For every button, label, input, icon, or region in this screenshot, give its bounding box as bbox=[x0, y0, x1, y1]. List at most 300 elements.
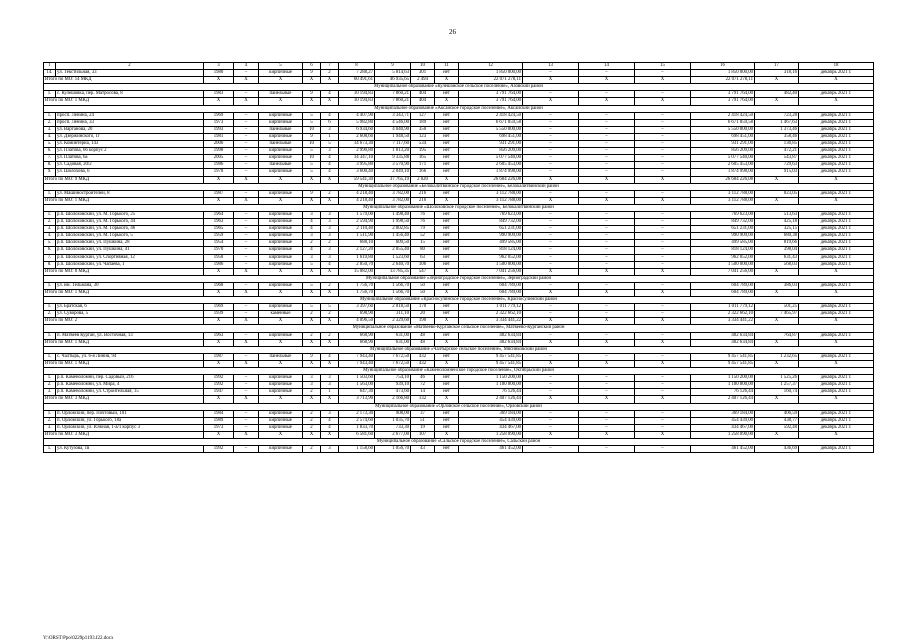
table-cell: 2 bbox=[321, 240, 339, 247]
table-cell: 3 bbox=[321, 233, 339, 240]
table-cell: нет bbox=[435, 211, 459, 218]
subtotal-row bbox=[44, 318, 874, 325]
table-cell: 1 500 000,00 bbox=[459, 261, 523, 268]
table-cell: 3 397,60 bbox=[339, 304, 375, 311]
table-cell: – bbox=[523, 155, 579, 162]
subtotal-cell: 3 713,90 bbox=[339, 396, 375, 403]
subtotal-label: Итого по МО: 1 МКД bbox=[44, 339, 204, 346]
table-cell: 2 594,90 bbox=[339, 219, 375, 226]
table-cell: – bbox=[234, 91, 259, 98]
address-cell: ул. Дзержинского, 1г bbox=[56, 133, 204, 140]
table-cell: 3 bbox=[321, 126, 339, 133]
subtotal-cell: 404 bbox=[411, 98, 435, 105]
table-cell: 4 bbox=[321, 91, 339, 98]
table-cell: 499 585,00 bbox=[691, 240, 755, 247]
table-cell: 818 124,00 bbox=[691, 247, 755, 254]
subtotal-cell: 547 bbox=[411, 268, 435, 275]
table-cell: – bbox=[523, 424, 579, 431]
subtotal-row bbox=[44, 98, 874, 105]
table-cell: 5 bbox=[303, 148, 321, 155]
table-cell: 1965 bbox=[204, 226, 234, 233]
table-cell: 3. bbox=[44, 126, 56, 133]
subtotal-cell: X bbox=[303, 290, 321, 297]
address-cell: р.п. Шолоховский, ул. М. Горького, 25 bbox=[56, 211, 204, 218]
table-cell: кирпичные bbox=[259, 282, 303, 289]
subtotal-cell: X bbox=[204, 98, 234, 105]
table-cell: 10 bbox=[303, 126, 321, 133]
subtotal-cell: X bbox=[435, 98, 459, 105]
table-cell: нет bbox=[435, 190, 459, 197]
table-cell: – bbox=[635, 126, 691, 133]
table-cell: – bbox=[523, 112, 579, 119]
table-row bbox=[44, 133, 874, 140]
subtotal-cell: X bbox=[523, 98, 579, 105]
table-cell: нет bbox=[435, 311, 459, 318]
subtotal-cell: 604 789,00 bbox=[459, 290, 523, 297]
table-cell: нет bbox=[435, 233, 459, 240]
column-number-cell: 15 bbox=[635, 63, 691, 70]
subtotal-cell: X bbox=[259, 176, 303, 183]
subtotal-cell: X bbox=[321, 77, 339, 84]
table-cell: 50 bbox=[411, 282, 435, 289]
table-cell: – bbox=[635, 389, 691, 396]
table-cell: – bbox=[579, 233, 635, 240]
subtotal-cell: 7 672,50 bbox=[375, 360, 411, 367]
table-cell: 2 055,40 bbox=[375, 247, 411, 254]
table-cell: 7. bbox=[44, 155, 56, 162]
table-cell: – bbox=[635, 240, 691, 247]
table-cell: нет bbox=[435, 247, 459, 254]
table-cell: – bbox=[234, 389, 259, 396]
table-cell: панельные bbox=[259, 162, 303, 169]
table-cell: 3 112 788,00 bbox=[691, 190, 755, 197]
table-cell: нет bbox=[435, 389, 459, 396]
address-cell: ул. Кутузова, 1в bbox=[56, 446, 204, 453]
column-number-cell: 1 bbox=[44, 63, 56, 70]
table-cell: 2 990,80 bbox=[339, 148, 375, 155]
municipality-name: Муниципальное образование «Каменоломненское городское поселение», Октябрьский район bbox=[44, 368, 874, 375]
table-cell: 3 112 788,00 bbox=[459, 190, 523, 197]
table-cell: 4 bbox=[321, 112, 339, 119]
table-cell: 9 335,88 bbox=[375, 155, 411, 162]
table-cell: 5 bbox=[303, 169, 321, 176]
table-cell: 2 049,10 bbox=[375, 169, 411, 176]
table-cell: 1 525,26 bbox=[755, 375, 799, 382]
table-cell: 1 011 779,12 bbox=[691, 304, 755, 311]
table-cell: 311,10 bbox=[375, 311, 411, 318]
table-cell: 1992 bbox=[204, 382, 234, 389]
table-cell: 4 bbox=[303, 226, 321, 233]
subtotal-cell: 2 677,00 bbox=[375, 431, 411, 438]
table-cell: 472,21 bbox=[755, 148, 799, 155]
subtotal-cell: X bbox=[303, 431, 321, 438]
table-cell: 1 180 800,00 bbox=[459, 382, 523, 389]
table-cell: 4 546,00 bbox=[375, 119, 411, 126]
address-cell: р.п. Шолоховский, ул. М. Горького, 5 bbox=[56, 233, 204, 240]
table-cell: 2 bbox=[321, 190, 339, 197]
table-cell: декабрь 2021 г. bbox=[799, 70, 874, 77]
table-cell: 856 209,00 bbox=[459, 148, 523, 155]
table-cell: 434 467,00 bbox=[691, 424, 755, 431]
subtotal-cell: 22 071 278,11 bbox=[691, 77, 755, 84]
table-cell: 19 bbox=[411, 424, 435, 431]
subtotal-cell: 1 566,70 bbox=[375, 290, 411, 297]
subtotal-cell: X bbox=[523, 360, 579, 367]
address-cell: п. Матвеев Курган, ул. Восточная, 13 bbox=[56, 332, 204, 339]
table-cell: 513,63 bbox=[755, 211, 799, 218]
table-cell: – bbox=[579, 240, 635, 247]
subtotal-cell: 668,90 bbox=[339, 339, 375, 346]
table-cell: 1 874 998,00 bbox=[691, 169, 755, 176]
subtotal-cell: X bbox=[321, 318, 339, 325]
table-cell: 1 150 200,00 bbox=[691, 375, 755, 382]
table-cell: 1 511,90 bbox=[339, 233, 375, 240]
table-cell: 1 998,50 bbox=[375, 219, 411, 226]
table-cell: 106 bbox=[411, 261, 435, 268]
table-cell: 962 052,00 bbox=[691, 254, 755, 261]
table-cell: 1998 bbox=[204, 148, 234, 155]
address-cell: ул. им. Тельмана, 30 bbox=[56, 282, 204, 289]
table-cell: 9 bbox=[303, 91, 321, 98]
table-cell: – bbox=[234, 332, 259, 339]
subtotal-cell: 3 791 764,00 bbox=[691, 98, 755, 105]
table-cell: – bbox=[234, 410, 259, 417]
column-number-cell: 8 bbox=[339, 63, 375, 70]
column-number-cell: 17 bbox=[755, 63, 799, 70]
table-cell: декабрь 2021 г. bbox=[799, 375, 874, 382]
subtotal-row bbox=[44, 431, 874, 438]
table-cell: 2 322 662,10 bbox=[459, 311, 523, 318]
table-cell: – bbox=[523, 446, 579, 453]
table-cell: декабрь 2021 г. bbox=[799, 126, 874, 133]
table-cell: – bbox=[635, 304, 691, 311]
table-cell: 2 bbox=[303, 424, 321, 431]
table-cell: – bbox=[523, 233, 579, 240]
table-cell: нет bbox=[435, 119, 459, 126]
subtotal-cell: 482 634,84 bbox=[459, 339, 523, 346]
table-cell: 2 bbox=[321, 332, 339, 339]
subtotal-cell: X bbox=[755, 339, 799, 346]
table-cell: – bbox=[579, 162, 635, 169]
subtotal-cell: X bbox=[259, 197, 303, 204]
table-cell: 729,63 bbox=[755, 162, 799, 169]
column-number-cell: 11 bbox=[435, 63, 459, 70]
table-cell: кирпичные bbox=[259, 424, 303, 431]
table-cell: – bbox=[523, 410, 579, 417]
subtotal-cell: 7 860,21 bbox=[375, 98, 411, 105]
table-cell: 14 347,10 bbox=[339, 155, 375, 162]
table-cell: 2 110,40 bbox=[339, 226, 375, 233]
table-cell: 6. bbox=[44, 247, 56, 254]
subtotal-cell: 190 bbox=[411, 318, 435, 325]
page-number: 26 bbox=[449, 28, 456, 36]
subtotal-cell: 1 756,70 bbox=[339, 290, 375, 297]
subtotal-cell: X bbox=[635, 339, 691, 346]
table-cell: – bbox=[234, 240, 259, 247]
subtotal-cell: X bbox=[523, 431, 579, 438]
column-number-cell: 14 bbox=[579, 63, 635, 70]
subtotal-cell: X bbox=[755, 77, 799, 84]
municipality-header-row bbox=[44, 275, 874, 282]
address-cell: ул. Садовая, 20/2 bbox=[56, 162, 204, 169]
table-cell: 3. bbox=[44, 424, 56, 431]
table-cell: 3 bbox=[321, 446, 339, 453]
subtotal-cell: X bbox=[234, 197, 259, 204]
table-cell: 1. bbox=[44, 190, 56, 197]
table-cell: 2 173,30 bbox=[339, 410, 375, 417]
table-cell: 568,03 bbox=[755, 261, 799, 268]
table-cell: 1992 bbox=[204, 375, 234, 382]
subtotal-cell: 4 218,40 bbox=[339, 197, 375, 204]
table-row bbox=[44, 226, 874, 233]
table-cell: кирпичные bbox=[259, 155, 303, 162]
table-cell: декабрь 2021 г. bbox=[799, 282, 874, 289]
subtotal-cell: 107 bbox=[411, 431, 435, 438]
table-cell: – bbox=[635, 91, 691, 98]
table-cell: 5 550 000,00 bbox=[459, 126, 523, 133]
table-cell: нет bbox=[435, 240, 459, 247]
subtotal-cell: X bbox=[755, 290, 799, 297]
subtotal-cell: X bbox=[635, 360, 691, 367]
table-cell: 80 bbox=[411, 247, 435, 254]
table-cell: – bbox=[579, 211, 635, 218]
subtotal-cell: X bbox=[259, 431, 303, 438]
subtotal-cell: X bbox=[234, 290, 259, 297]
subtotal-cell: X bbox=[799, 396, 874, 403]
table-cell: нет bbox=[435, 353, 459, 360]
table-cell: 769 623,00 bbox=[691, 211, 755, 218]
table-cell: 1 035,70 bbox=[375, 417, 411, 424]
table-cell: кирпичные bbox=[259, 219, 303, 226]
subtotal-cell: X bbox=[435, 290, 459, 297]
table-cell: – bbox=[523, 261, 579, 268]
table-cell: декабрь 2021 г. bbox=[799, 148, 874, 155]
subtotal-row bbox=[44, 339, 874, 346]
subtotal-cell: X bbox=[204, 431, 234, 438]
table-cell: – bbox=[523, 190, 579, 197]
table-row bbox=[44, 141, 874, 148]
table-cell: 165 bbox=[411, 155, 435, 162]
table-cell: 461 452,00 bbox=[459, 446, 523, 453]
table-cell: нет bbox=[435, 226, 459, 233]
subtotal-cell: X bbox=[259, 360, 303, 367]
column-number-cell: 4 bbox=[234, 63, 259, 70]
table-row bbox=[44, 233, 874, 240]
subtotal-cell: X bbox=[234, 339, 259, 346]
table-cell: – bbox=[523, 247, 579, 254]
municipality-name: Муниципальное образование «Аксайское городское поселение», Аксайский район bbox=[44, 105, 874, 112]
subtotal-cell: X bbox=[635, 77, 691, 84]
subtotal-row bbox=[44, 176, 874, 183]
table-cell: – bbox=[635, 119, 691, 126]
table-row bbox=[44, 219, 874, 226]
subtotal-cell: X bbox=[799, 339, 874, 346]
subtotal-cell: 7 943,40 bbox=[339, 360, 375, 367]
subtotal-cell: X bbox=[234, 431, 259, 438]
table-cell: 1970 bbox=[204, 247, 234, 254]
table-cell: 76 126,44 bbox=[459, 389, 523, 396]
table-cell: 501,25 bbox=[755, 304, 799, 311]
table-cell: 14 673,30 bbox=[339, 141, 375, 148]
address-cell: р.п. Каменоломни, ул. Мира, 4 bbox=[56, 382, 204, 389]
table-cell: 2 bbox=[303, 311, 321, 318]
table-cell: 856 209,00 bbox=[691, 148, 755, 155]
table-cell: – bbox=[234, 254, 259, 261]
table-cell: 79 bbox=[411, 226, 435, 233]
table-cell: кирпичные bbox=[259, 240, 303, 247]
subtotal-cell: X bbox=[523, 77, 579, 84]
table-cell: – bbox=[234, 424, 259, 431]
subtotal-cell: X bbox=[234, 396, 259, 403]
table-row bbox=[44, 162, 874, 169]
table-cell: 216 bbox=[411, 190, 435, 197]
table-row bbox=[44, 304, 874, 311]
table-cell: 1 619,80 bbox=[339, 254, 375, 261]
table-cell: – bbox=[234, 353, 259, 360]
table-cell: – bbox=[523, 332, 579, 339]
table-cell: 76 bbox=[411, 219, 435, 226]
table-row bbox=[44, 148, 874, 155]
table-cell: – bbox=[234, 219, 259, 226]
table-cell: 1947 bbox=[204, 389, 234, 396]
table-cell: 1 011 779,12 bbox=[459, 304, 523, 311]
address-cell: р.п. Шолоховский, ул. М. Горького, 46 bbox=[56, 226, 204, 233]
table-cell: 1969 bbox=[204, 112, 234, 119]
table-cell: декабрь 2021 г. bbox=[799, 240, 874, 247]
address-cell: р.п. Каменоломни, пер. Садовый, 216 bbox=[56, 375, 204, 382]
subtotal-cell: X bbox=[579, 176, 635, 183]
table-cell: – bbox=[523, 417, 579, 424]
table-cell: 404 bbox=[411, 91, 435, 98]
subtotal-cell: X bbox=[303, 396, 321, 403]
table-cell: – bbox=[579, 148, 635, 155]
table-cell: 4 bbox=[321, 169, 339, 176]
table-cell: 461 452,00 bbox=[691, 446, 755, 453]
subtotal-cell: X bbox=[799, 360, 874, 367]
table-cell: декабрь 2021 г. bbox=[799, 219, 874, 226]
column-number-cell: 2 bbox=[56, 63, 204, 70]
subtotal-cell: X bbox=[204, 290, 234, 297]
table-row bbox=[44, 70, 874, 77]
table-cell: 908,00 bbox=[375, 410, 411, 417]
subtotal-cell: 132 bbox=[411, 396, 435, 403]
subtotal-cell: 1 258 090,00 bbox=[691, 431, 755, 438]
subtotal-cell: X bbox=[259, 77, 303, 84]
table-cell: 849 732,00 bbox=[459, 219, 523, 226]
table-cell: – bbox=[579, 353, 635, 360]
subtotal-cell: 3 112 788,00 bbox=[459, 197, 523, 204]
table-cell: 1939 bbox=[204, 311, 234, 318]
table-cell: 37 bbox=[411, 410, 435, 417]
subtotal-cell: X bbox=[755, 197, 799, 204]
subtotal-cell: X bbox=[204, 360, 234, 367]
table-cell: 543,87 bbox=[755, 155, 799, 162]
table-cell: 1. bbox=[44, 211, 56, 218]
table-cell: 1980 bbox=[204, 70, 234, 77]
table-cell: 171 bbox=[411, 162, 435, 169]
table-cell: 7 860,21 bbox=[375, 91, 411, 98]
subtotal-cell: X bbox=[523, 176, 579, 183]
table-cell: 849 732,00 bbox=[691, 219, 755, 226]
table-cell: 1 874 998,00 bbox=[459, 169, 523, 176]
subtotal-cell: X bbox=[799, 290, 874, 297]
table-cell: 1 232,65 bbox=[755, 353, 799, 360]
table-cell: 1987 bbox=[204, 190, 234, 197]
subtotal-cell: X bbox=[799, 318, 874, 325]
subtotal-cell: X bbox=[755, 98, 799, 105]
table-cell: декабрь 2021 г. bbox=[799, 311, 874, 318]
table-cell: кирпичные bbox=[259, 119, 303, 126]
subtotal-cell: 631,00 bbox=[375, 339, 411, 346]
table-cell: 1963 bbox=[204, 332, 234, 339]
column-number-cell: 13 bbox=[523, 63, 579, 70]
subtotal-cell: 7 041 256,00 bbox=[691, 268, 755, 275]
subtotal-cell: X bbox=[259, 268, 303, 275]
subtotal-cell: 2 329,60 bbox=[375, 318, 411, 325]
subtotal-cell: X bbox=[435, 318, 459, 325]
table-cell: – bbox=[579, 141, 635, 148]
table-cell: кирпичные bbox=[259, 233, 303, 240]
subtotal-cell: 9 457 541,85 bbox=[691, 360, 755, 367]
column-number-cell: 3 bbox=[204, 63, 234, 70]
subtotal-cell: 48 bbox=[411, 339, 435, 346]
table-cell: 9 457 541,85 bbox=[691, 353, 755, 360]
table-cell: кирпичные bbox=[259, 261, 303, 268]
table-cell: 5 bbox=[303, 119, 321, 126]
subtotal-label: Итого по МО: 1 МКД bbox=[44, 360, 204, 367]
subtotal-cell: 216 bbox=[411, 197, 435, 204]
table-cell: панельные bbox=[259, 141, 303, 148]
table-cell: 1 180 800,00 bbox=[691, 382, 755, 389]
subtotal-cell: 10 194,83 bbox=[339, 98, 375, 105]
table-cell: кирпичные bbox=[259, 417, 303, 424]
table-cell: 1959 bbox=[204, 233, 234, 240]
table-cell: 631,00 bbox=[375, 332, 411, 339]
subtotal-cell: X bbox=[234, 77, 259, 84]
table-cell: – bbox=[635, 211, 691, 218]
table-cell: 2 bbox=[321, 70, 339, 77]
table-cell: 1. bbox=[44, 410, 56, 417]
table-cell: – bbox=[234, 141, 259, 148]
table-cell: нет bbox=[435, 261, 459, 268]
table-cell: 1978 bbox=[204, 169, 234, 176]
table-cell: 1 813,20 bbox=[375, 148, 411, 155]
table-cell: 2 002,85 bbox=[375, 226, 411, 233]
table-cell: 5 bbox=[303, 261, 321, 268]
table-cell: – bbox=[635, 233, 691, 240]
subtotal-cell: 50 bbox=[411, 290, 435, 297]
table-cell: 438,77 bbox=[755, 417, 799, 424]
table-cell: нет bbox=[435, 126, 459, 133]
table-cell: панельные bbox=[259, 126, 303, 133]
table-cell: – bbox=[234, 382, 259, 389]
table-cell: – bbox=[579, 126, 635, 133]
subtotal-cell: 13 785,35 bbox=[375, 268, 411, 275]
table-cell: 48 bbox=[411, 332, 435, 339]
subtotal-cell: X bbox=[321, 360, 339, 367]
municipality-header-row bbox=[44, 105, 874, 112]
table-cell: 9 bbox=[303, 353, 321, 360]
subtotal-cell: 2 020 bbox=[411, 176, 435, 183]
address-cell: с. Чалтырь, ул. 6-я Линия, 94 bbox=[56, 353, 204, 360]
table-cell: – bbox=[234, 311, 259, 318]
subtotal-cell: X bbox=[755, 176, 799, 183]
table-cell: 6 bbox=[321, 119, 339, 126]
subtotal-cell: 3 791 764,00 bbox=[459, 98, 523, 105]
table-cell: 4. bbox=[44, 133, 56, 140]
table-cell: – bbox=[234, 233, 259, 240]
address-cell: ул. Братская, 6 bbox=[56, 304, 204, 311]
